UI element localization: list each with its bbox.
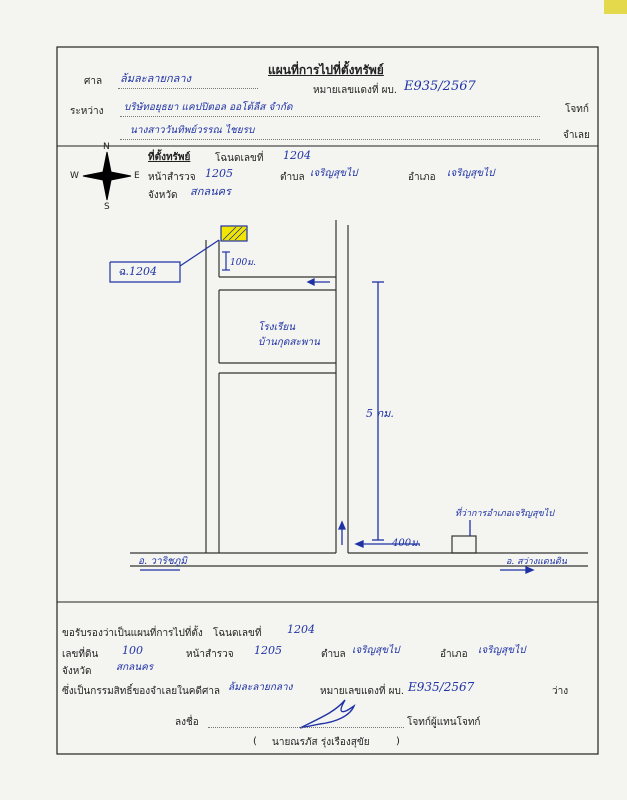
- plot-label: ฉ.1204: [118, 265, 157, 278]
- certify-label: ขอรับรองว่าเป็นแผนที่การไปที่ตั้ง: [62, 628, 203, 639]
- distance-5km-label: 5 กม.: [366, 407, 394, 420]
- road-right-label: อ. สว่างแดนดิน: [506, 557, 567, 567]
- school-label-line1: โรงเรียน: [258, 322, 296, 333]
- distance-400m-label: 400ม.: [392, 538, 421, 549]
- distance-100m-label: 100ม.: [230, 258, 256, 268]
- compass-south: S: [104, 202, 110, 212]
- cert-deed-value: 1204: [287, 623, 315, 636]
- cert-district-value: เจริญสุขไป: [478, 645, 526, 656]
- sign-role-label: โจทก์ผู้แทนโจทก์: [407, 717, 481, 728]
- signature-scribble: [300, 700, 354, 728]
- property-deed-value: 1204: [283, 149, 311, 162]
- case-no-label: หมายเลขแดงที่ ผบ.: [313, 85, 398, 96]
- compass-rose-icon: [83, 152, 131, 200]
- property-province-label: จังหวัด: [148, 190, 178, 201]
- cert-district-label: อำเภอ: [440, 649, 468, 660]
- court-rule: [118, 88, 258, 89]
- compass-north: N: [103, 142, 110, 152]
- compass-east: E: [134, 171, 140, 181]
- property-subdistrict-value: เจริญสุขไป: [310, 168, 358, 179]
- cert-court-value: ล้มละลายกลาง: [228, 682, 293, 693]
- property-district-label: อำเภอ: [408, 172, 436, 183]
- cert-province-label: จังหวัด: [62, 666, 92, 677]
- plaintiff-rule: [120, 116, 540, 117]
- court-value: ล้มละลายกลาง: [120, 72, 191, 85]
- sign-label: ลงชื่อ: [175, 717, 199, 728]
- defendant-role: จำเลย: [563, 130, 590, 141]
- cert-subdistrict-label: ตำบล: [321, 649, 346, 660]
- document-title: แผนที่การไปที่ตั้งทรัพย์: [268, 63, 384, 77]
- property-subdistrict-label: ตำบล: [280, 172, 305, 183]
- property-survey-label: หน้าสำรวจ: [148, 172, 196, 183]
- signer-open-paren: (: [253, 736, 257, 747]
- between-label: ระหว่าง: [70, 106, 104, 117]
- road-left-label: อ. วาริชภูมิ: [138, 556, 187, 567]
- cert-case-no-value: E935/2567: [408, 680, 475, 694]
- compass-west: W: [70, 171, 79, 181]
- cert-deed-label: โฉนดเลขที่: [213, 628, 262, 639]
- district-office-label: ที่ว่าการอำเภอเจริญสุขไป: [455, 509, 554, 519]
- signer-name: นายณรภัส รุ่งเรืองสุขัย: [272, 737, 370, 748]
- cert-suffix: ว่าง: [552, 686, 569, 697]
- defendant-value: นางสาววันทิพย์วรรณ ไชยรบ: [130, 125, 255, 136]
- defendant-rule: [120, 139, 540, 140]
- cert-survey-label: หน้าสำรวจ: [186, 649, 234, 660]
- cert-land-no-value: 100: [122, 644, 143, 657]
- cert-land-no-label: เลขที่ดิน: [62, 649, 99, 660]
- signer-close-paren: ): [396, 736, 400, 747]
- cert-owner-label: ซึ่งเป็นกรรมสิทธิ์ของจำเลยในคดีศาล: [62, 686, 221, 697]
- property-district-value: เจริญสุขไป: [447, 168, 495, 179]
- property-province-value: สกลนคร: [190, 185, 231, 198]
- plaintiff-value: บริษัทอยุธยา แคปปิตอล ออโต้ลีส จำกัด: [124, 102, 293, 113]
- case-no-value: E935/2567: [404, 79, 476, 94]
- cert-case-no-label: หมายเลขแดงที่ ผบ.: [320, 686, 405, 697]
- cert-survey-value: 1205: [254, 644, 282, 657]
- court-label: ศาล: [84, 76, 103, 87]
- sign-rule: [208, 727, 404, 728]
- cert-province-value: สกลนคร: [116, 662, 154, 673]
- property-deed-label: โฉนดเลขที่: [215, 153, 264, 164]
- school-label-line2: บ้านกุดสะพาน: [258, 337, 320, 348]
- plaintiff-role: โจทก์: [565, 104, 589, 115]
- property-heading: ที่ตั้งทรัพย์: [148, 152, 191, 163]
- cert-subdistrict-value: เจริญสุขไป: [352, 645, 400, 656]
- property-survey-value: 1205: [205, 167, 233, 180]
- property-plot-marker: [221, 226, 247, 241]
